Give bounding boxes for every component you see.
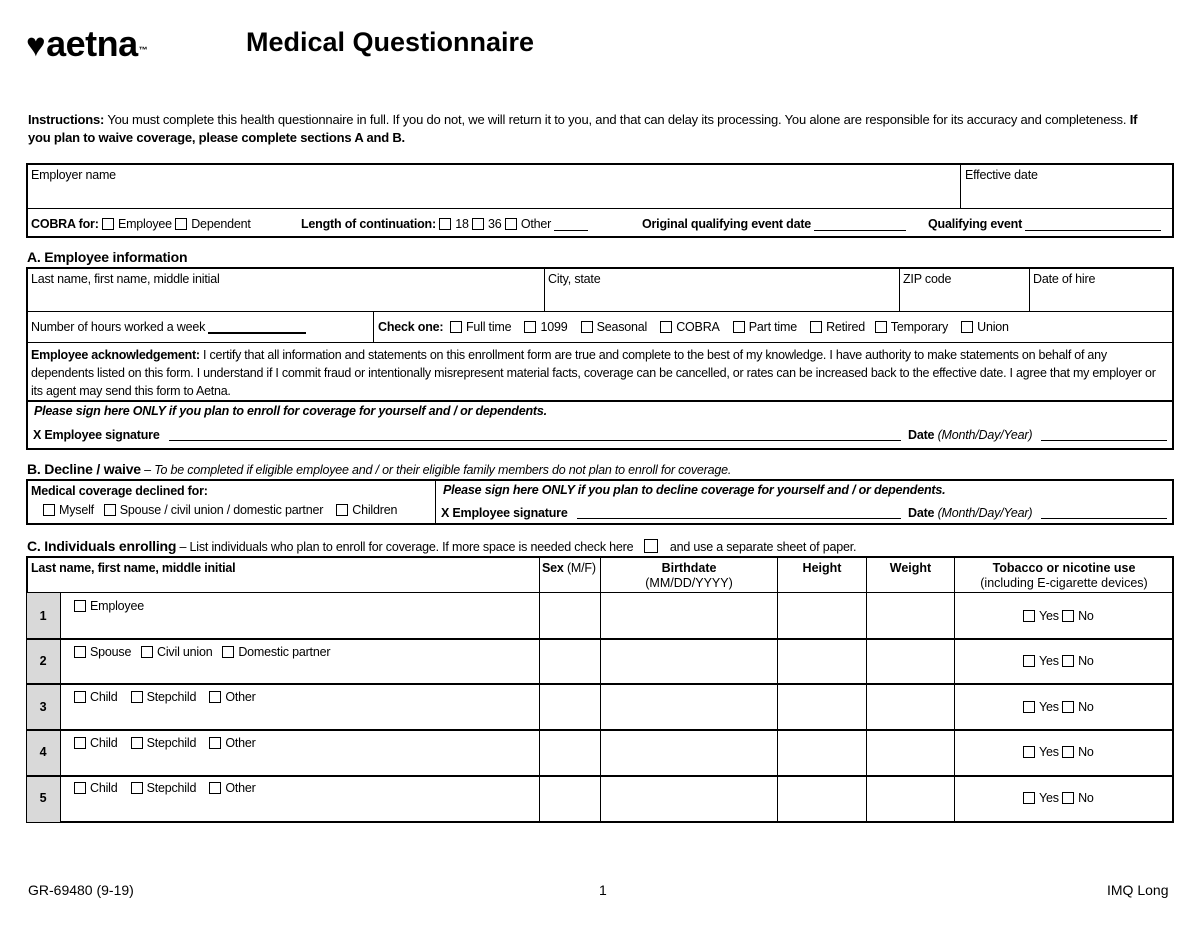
zip-code-field[interactable]: ZIP code [903, 272, 952, 286]
yes-label: Yes [1039, 700, 1059, 714]
divider [373, 311, 374, 342]
checkbox-label: Domestic partner [238, 645, 331, 659]
divider [544, 268, 545, 311]
checkbox-label: Child [90, 736, 118, 750]
decline-date-input[interactable] [1041, 518, 1167, 519]
tobacco-label: Tobacco or nicotine use [992, 561, 1136, 575]
divider [600, 557, 601, 822]
qualifying-event-input[interactable] [1025, 218, 1161, 231]
instructions [28, 111, 1158, 147]
tobacco-note: (including E-cigarette devices) [980, 576, 1148, 590]
date-of-hire-field[interactable]: Date of hire [1033, 272, 1096, 286]
row-3-relationship [74, 690, 256, 705]
row-5-relationship [74, 781, 256, 796]
employee-name-field[interactable]: Last name, first name, middle initial [31, 272, 220, 286]
hours-input[interactable] [208, 320, 306, 334]
row-number: 1 [39, 609, 47, 623]
myself-checkbox[interactable] [43, 504, 55, 516]
tobacco-yes-checkbox[interactable] [1023, 792, 1035, 804]
tobacco-no-checkbox[interactable] [1062, 701, 1074, 713]
yes-label: Yes [1039, 745, 1059, 759]
city-state-field[interactable]: City, state [548, 272, 601, 286]
form-name: IMQ Long [1107, 882, 1169, 898]
spouse-checkbox[interactable] [74, 646, 86, 658]
section-c-note-before: – List individuals who plan to enroll for coverage. If more space is needed check here [176, 540, 634, 554]
checkbox-label: 1099 [540, 320, 568, 334]
checkbox-label: Stepchild [146, 690, 197, 704]
original-event-input[interactable] [814, 218, 906, 231]
signature-date-label [908, 428, 1032, 443]
checkbox-label: Retired [826, 320, 865, 334]
qualifying-event-row [928, 217, 1161, 232]
section-b-heading-row [27, 461, 731, 478]
no-label: No [1078, 745, 1094, 759]
no-label: No [1078, 654, 1094, 668]
children-checkbox[interactable] [336, 504, 348, 516]
hours-label: Number of hours worked a week [31, 320, 206, 334]
employment-type-row [378, 320, 1009, 335]
col-header-weight: Weight [889, 561, 932, 575]
decline-date-label [908, 506, 1032, 521]
divider [60, 593, 61, 822]
part-time-checkbox[interactable] [733, 321, 745, 333]
signature-date-input[interactable] [1041, 440, 1167, 441]
other-checkbox[interactable] [209, 782, 221, 794]
checkbox-label: 18 [455, 217, 469, 231]
yes-label: Yes [1039, 654, 1059, 668]
declined-for-label: Medical coverage declined for: [31, 484, 208, 498]
divider [27, 683, 60, 685]
stepchild-checkbox[interactable] [131, 691, 143, 703]
row-4-tobacco [1023, 745, 1094, 760]
checkbox-label: Spouse / civil union / domestic partner [119, 503, 324, 517]
tobacco-yes-checkbox[interactable] [1023, 746, 1035, 758]
section-c-heading: C. Individuals enrolling [27, 538, 177, 554]
section-c-heading-row [27, 538, 856, 555]
heart-icon: ♥ [26, 26, 46, 63]
checkbox-label: Part time [748, 320, 797, 334]
section-a-heading: A. Employee information [27, 249, 188, 265]
qualifying-event-label: Qualifying event [928, 217, 1023, 231]
col-header-tobacco [955, 561, 1173, 591]
extra-space-checkbox[interactable] [644, 539, 658, 553]
birthdate-label: Birthdate [661, 561, 717, 575]
row-number: 5 [39, 791, 47, 805]
stepchild-checkbox[interactable] [131, 782, 143, 794]
divider [27, 342, 1173, 343]
employee-acknowledgement [31, 346, 1167, 400]
original-event-label: Original qualifying event date [642, 217, 812, 231]
full-time-checkbox[interactable] [450, 321, 462, 333]
date-label: Date [908, 506, 935, 520]
instructions-text: You must complete this health questionnaire in full. If you do not, we will return it to you, and that can delay its processing. You alone are responsible for its accuracy and completeness. [107, 112, 1127, 127]
checkbox-label: Employee [117, 217, 172, 231]
row-number: 3 [39, 700, 47, 714]
col-header-sex [542, 561, 596, 576]
row-number: 4 [39, 745, 47, 759]
tobacco-yes-checkbox[interactable] [1023, 610, 1035, 622]
date-label: Date [908, 428, 935, 442]
checkbox-label: Myself [59, 503, 94, 517]
yes-label: Yes [1039, 609, 1059, 623]
section-c-note-after: and use a separate sheet of paper. [669, 540, 857, 554]
sex-note: (M/F) [566, 561, 596, 575]
employee-signature-input[interactable] [169, 440, 901, 441]
no-label: No [1078, 700, 1094, 714]
employer-name-field[interactable]: Employer name [31, 168, 116, 182]
decline-signature-label: X Employee signature [441, 506, 568, 520]
civil-union-checkbox[interactable] [141, 646, 153, 658]
divider [27, 638, 60, 640]
checkbox-label: Spouse [90, 645, 132, 659]
date-format: (Month/Day/Year) [937, 506, 1033, 520]
checkbox-label: Dependent [191, 217, 251, 231]
continuation-36-checkbox[interactable] [472, 218, 484, 230]
date-format: (Month/Day/Year) [937, 428, 1033, 442]
page-number: 1 [599, 882, 607, 898]
checkbox-label: Union [977, 320, 1009, 334]
no-label: No [1078, 609, 1094, 623]
no-label: No [1078, 791, 1094, 805]
divider [960, 164, 961, 208]
tobacco-no-checkbox[interactable] [1062, 610, 1074, 622]
cobra-label: COBRA for: [31, 217, 99, 231]
checkbox-label: Other [225, 690, 256, 704]
other-checkbox[interactable] [209, 691, 221, 703]
employee-signature-label: X Employee signature [33, 428, 160, 442]
tobacco-no-checkbox[interactable] [1062, 792, 1074, 804]
row-1-tobacco [1023, 609, 1094, 624]
cobra-checkbox[interactable] [660, 321, 672, 333]
row-2-tobacco [1023, 654, 1094, 669]
cobra-employee-checkbox[interactable] [102, 218, 114, 230]
ack-text: I certify that all information and statements on this enrollment form are true and complete to the best of my knowledge. I have authority to make statements on behalf of any dependents listed on this form. I understand if I commit fraud or intentionally misrepresent material facts, coverage can be cancelled, or rates can be increased back to the effective date. I agree that my employer or its agent may send this form to Aetna. [31, 348, 1156, 398]
row-5-tobacco [1023, 791, 1094, 806]
divider [899, 268, 900, 311]
checkbox-label: Other [520, 217, 552, 231]
check-one-label: Check one: [378, 320, 444, 334]
divider [866, 557, 867, 822]
sex-label: Sex [542, 561, 564, 575]
other-checkbox[interactable] [209, 737, 221, 749]
checkbox-label: COBRA [676, 320, 720, 334]
checkbox-label: Employee [90, 599, 144, 613]
col-header-height: Height [802, 561, 842, 575]
divider [27, 729, 60, 731]
spouse-checkbox[interactable] [104, 504, 116, 516]
child-checkbox[interactable] [74, 691, 86, 703]
hours-row [31, 320, 306, 335]
divider [1029, 268, 1030, 311]
temporary-checkbox[interactable] [875, 321, 887, 333]
row-3-tobacco [1023, 700, 1094, 715]
tobacco-yes-checkbox[interactable] [1023, 701, 1035, 713]
checkbox-label: Stepchild [146, 736, 197, 750]
row-4-relationship [74, 736, 256, 751]
union-checkbox[interactable] [961, 321, 973, 333]
divider [27, 311, 1173, 312]
instructions-label: Instructions: [28, 112, 105, 127]
continuation-18-checkbox[interactable] [439, 218, 451, 230]
trademark-symbol: ™ [138, 45, 148, 55]
checkbox-label: Children [352, 503, 398, 517]
tobacco-no-checkbox[interactable] [1062, 746, 1074, 758]
row-1-relationship [74, 599, 144, 614]
page-title: Medical Questionnaire [246, 27, 535, 57]
divider [954, 557, 955, 822]
row-2-relationship [74, 645, 330, 660]
tobacco-yes-checkbox[interactable] [1023, 655, 1035, 667]
original-event-row [642, 217, 906, 232]
divider [777, 557, 778, 822]
checkbox-label: Other [225, 736, 256, 750]
yes-label: Yes [1039, 791, 1059, 805]
checkbox-label: Civil union [157, 645, 213, 659]
continuation-label: Length of continuation: [301, 217, 436, 231]
cobra-dependent-checkbox[interactable] [175, 218, 187, 230]
continuation-other-checkbox[interactable] [505, 218, 517, 230]
effective-date-field[interactable]: Effective date [965, 168, 1038, 182]
retired-checkbox[interactable] [810, 321, 822, 333]
checkbox-label: 36 [488, 217, 502, 231]
aetna-logo [26, 24, 147, 65]
1099-checkbox[interactable] [524, 321, 536, 333]
col-header-name: Last name, first name, middle initial [31, 561, 236, 575]
checkbox-label: Stepchild [146, 781, 197, 795]
checkbox-label: Seasonal [596, 320, 648, 334]
child-checkbox[interactable] [74, 737, 86, 749]
divider [435, 480, 436, 524]
divider [27, 775, 60, 777]
decline-sign-note: Please sign here ONLY if you plan to decline coverage for yourself and / or dependents. [443, 483, 946, 497]
instructions-bold-text: If you plan to waive coverage, please complete sections A and B. [28, 112, 1138, 145]
decline-signature-input[interactable] [577, 518, 901, 519]
child-checkbox[interactable] [74, 782, 86, 794]
checkbox-label: Full time [465, 320, 512, 334]
divider [539, 557, 540, 822]
stepchild-checkbox[interactable] [131, 737, 143, 749]
checkbox-label: Other [225, 781, 256, 795]
other-length-input[interactable] [554, 218, 588, 231]
cobra-row [31, 217, 251, 232]
col-header-birthdate [601, 561, 777, 591]
ack-label: Employee acknowledgement: [31, 348, 200, 362]
section-b-heading: B. Decline / waive [27, 461, 141, 477]
section-b-note: – To be completed if eligible employee and / or their eligible family members do not plan to enroll for coverage. [140, 463, 732, 477]
tobacco-no-checkbox[interactable] [1062, 655, 1074, 667]
checkbox-label: Child [90, 781, 118, 795]
divider [27, 400, 1173, 402]
form-number: GR-69480 (9-19) [28, 882, 134, 898]
row-number: 2 [39, 654, 47, 668]
declined-options-row [43, 503, 397, 518]
checkbox-label: Child [90, 690, 118, 704]
divider [27, 208, 1173, 209]
employee-checkbox[interactable] [74, 600, 86, 612]
domestic-partner-checkbox[interactable] [222, 646, 234, 658]
checkbox-label: Temporary [890, 320, 949, 334]
logo-text: aetna [46, 23, 138, 64]
continuation-row [301, 217, 588, 232]
seasonal-checkbox[interactable] [581, 321, 593, 333]
enroll-sign-note: Please sign here ONLY if you plan to enroll for coverage for yourself and / or dependents. [34, 404, 547, 418]
birthdate-note: (MM/DD/YYYY) [645, 576, 733, 590]
